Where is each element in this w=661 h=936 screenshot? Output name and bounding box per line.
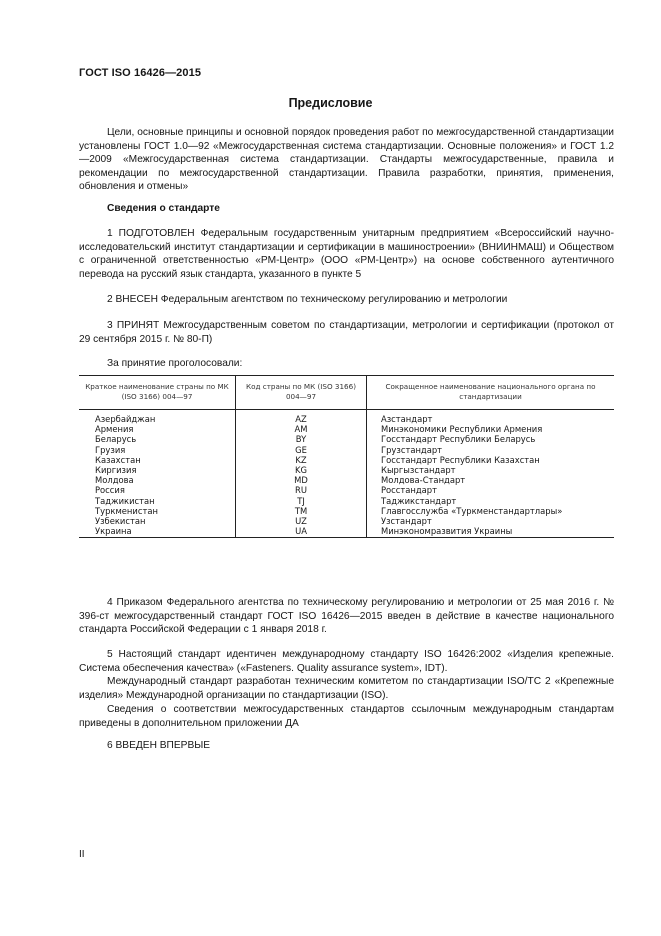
country-code-cell: AZ xyxy=(236,410,367,425)
standards-body-cell: Главгосслужба «Туркменстандартлары» xyxy=(367,506,615,516)
standards-body-cell: Грузстандарт xyxy=(367,445,615,455)
country-name-cell: Грузия xyxy=(95,444,126,455)
intro-paragraph: Цели, основные принципы и основной порядок проведения работ по межгосударственной стандартизации установлены ГОСТ 1.0—92 «Межгосударственная система стандартизации. Основные положения» и ГОСТ 1.2—2009 «Межгосударственная система стандартизации. Стандарты межгосударственные, правила и рекомендации по межгосударственной стандартизации. Правила разработки, принятия, применения, обновления и отмены» xyxy=(79,127,614,193)
country-name-cell: Азербайджан xyxy=(95,414,156,424)
item-5-paragraph: 5 Настоящий стандарт идентичен международному стандарту ISO 16426:2002 «Изделия крепежные. Система обеспечения качества» («Fasteners. Quality assurance system», IDT). xyxy=(79,649,614,674)
table-row xyxy=(79,475,614,485)
country-name-cell: Украина xyxy=(79,526,236,538)
countries-table xyxy=(79,375,614,538)
item-3-paragraph: 3 ПРИНЯТ Межгосударственным советом по стандартизации, метрологии и сертификации (протокол от 29 сентября 2015 г. № 80-П) xyxy=(79,320,614,345)
page-title: Предисловие xyxy=(288,96,373,110)
table-row xyxy=(79,526,614,538)
country-code-cell: TJ xyxy=(236,496,367,506)
standards-body-cell: Азстандарт xyxy=(367,410,615,425)
country-code-cell: BY xyxy=(236,434,367,444)
table-row xyxy=(79,506,614,516)
item-1-paragraph: 1 ПОДГОТОВЛЕН Федеральным государственным унитарным предприятием «Всероссийский научно-исследовательский институт стандартизации и сертификации в машиностроении» (ВНИИНМАШ) и Обществом с ограниченной ответственностью «РМ-Центр» (ООО «РМ-Центр») на основе собственного аутентичного перевода на русский язык стандарта, указанного в пункте 5 xyxy=(79,228,614,280)
item-5-references-paragraph: Сведения о соответствии межгосударственных стандартов ссылочным международным стандартам приведены в дополнительном приложении ДА xyxy=(79,704,614,729)
country-code-cell: GE xyxy=(236,445,367,455)
table-row xyxy=(79,516,614,526)
item-6-paragraph: 6 ВВЕДЕН ВПЕРВЫЕ xyxy=(107,740,211,751)
country-name-cell: Таджикистан xyxy=(95,495,155,506)
item-4-paragraph: 4 Приказом Федерального агентства по техническому регулированию и метрологии от 25 мая 2016 г. № 396-ст межгосударственный стандарт ГОСТ ISO 16426—2015 введен в действие в качестве национального стандарта Российской Федерации с 1 января 2018 г. xyxy=(79,597,614,636)
country-code-cell: KZ xyxy=(236,455,367,465)
country-name-cell: Узбекистан xyxy=(95,516,146,527)
country-name-cell: Киргизия xyxy=(95,465,137,476)
table-row xyxy=(79,445,614,455)
table-row xyxy=(79,465,614,475)
standards-body-cell: Росстандарт xyxy=(367,485,615,495)
column-header-code: Код страны по МК (ISO 3166) 004—97 xyxy=(236,376,367,410)
country-code-cell: TM xyxy=(236,506,367,516)
table-row xyxy=(79,455,614,465)
table-row xyxy=(79,485,614,495)
country-name-cell: Казахстан xyxy=(95,454,141,465)
country-code-cell: UZ xyxy=(236,516,367,526)
table-row xyxy=(79,496,614,506)
item-2-paragraph: 2 ВНЕСЕН Федеральным агентством по техническому регулированию и метрологии xyxy=(107,294,508,305)
standards-body-cell: Узстандарт xyxy=(367,516,615,526)
table-header-row xyxy=(79,376,614,410)
standards-body-cell: Кыргызстандарт xyxy=(367,465,615,475)
standards-body-cell: Минэкономики Республики Армения xyxy=(367,424,615,434)
country-code-cell: MD xyxy=(236,475,367,485)
standards-body-cell: Госстандарт Республики Казахстан xyxy=(367,455,615,465)
country-code-cell: RU xyxy=(236,485,367,495)
standards-body-cell: Таджикстандарт xyxy=(367,496,615,506)
country-name-cell: Молдова xyxy=(95,475,134,486)
page-number: II xyxy=(79,849,85,860)
column-header-country: Краткое наименование страны по МК (ISO 3166) 004—97 xyxy=(79,376,236,410)
country-name-cell: Россия xyxy=(95,485,125,496)
table-row xyxy=(79,434,614,444)
country-name-cell: Туркменистан xyxy=(95,505,158,516)
country-code-cell: KG xyxy=(236,465,367,475)
standards-body-cell: Госстандарт Республики Беларусь xyxy=(367,434,615,444)
standards-body-cell: Минэкономразвития Украины xyxy=(367,526,615,538)
item-5-international-paragraph: Международный стандарт разработан техническим комитетом по стандартизации ISO/TC 2 «Крепежные изделия» Международной организации по стандартизации (ISO). xyxy=(79,676,614,701)
country-code-cell: UA xyxy=(236,526,367,538)
country-name-cell: Беларусь xyxy=(95,434,137,445)
table-row xyxy=(79,410,614,425)
document-header: ГОСТ ISO 16426—2015 xyxy=(79,67,202,79)
country-code-cell: AM xyxy=(236,424,367,434)
country-name-cell: Армения xyxy=(95,424,134,435)
standards-body-cell: Молдова-Стандарт xyxy=(367,475,615,485)
voted-label: За принятие проголосовали: xyxy=(107,358,243,369)
column-header-body: Сокращенное наименование национального органа по стандартизации xyxy=(367,376,615,410)
table-row xyxy=(79,424,614,434)
about-standard-heading: Сведения о стандарте xyxy=(107,203,220,214)
